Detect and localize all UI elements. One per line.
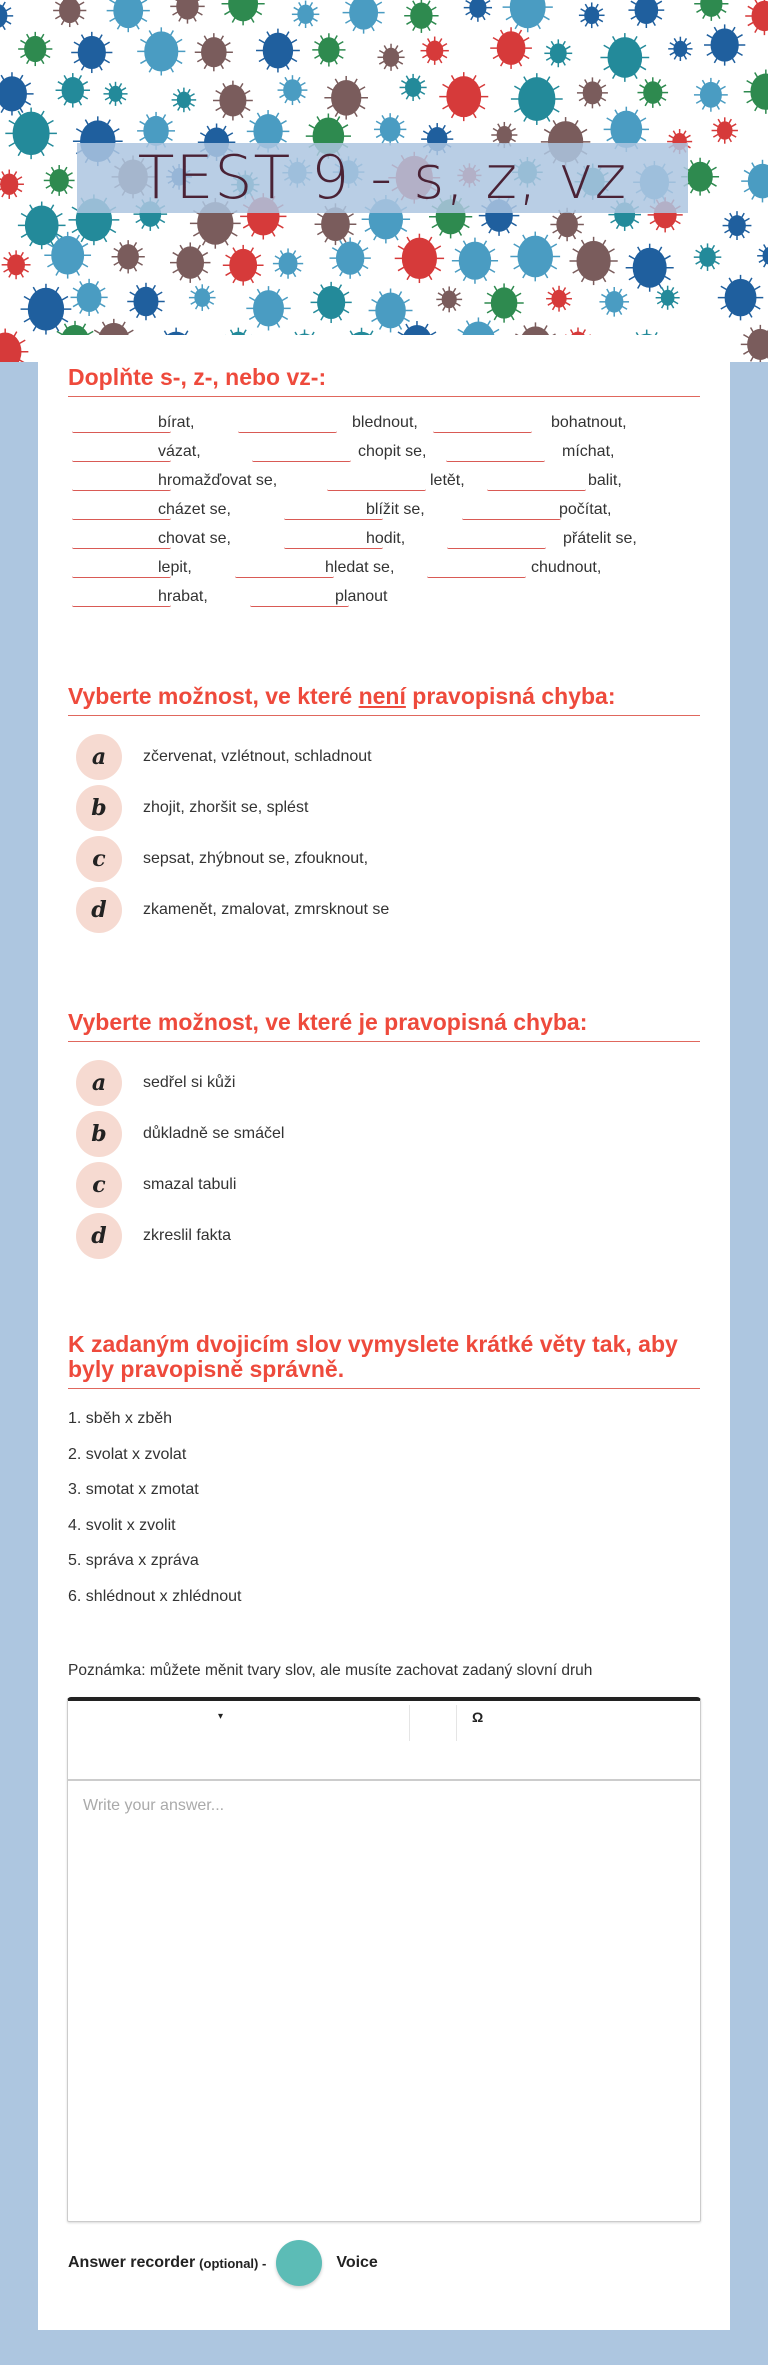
blank-input[interactable]: [447, 547, 546, 549]
virus-icon: [71, 279, 108, 316]
recorder-optional: (optional) -: [199, 2255, 267, 2271]
virus-icon: [107, 0, 150, 32]
option-a[interactable]: [76, 734, 372, 780]
section1-heading: Doplňte s-, z-, nebo vz-:: [68, 365, 700, 397]
answer-textarea[interactable]: [68, 1781, 700, 2217]
virus-icon: [668, 37, 692, 61]
editor-toolbar: [68, 1701, 700, 1781]
virus-icon: [484, 283, 523, 322]
virus-icon: [511, 73, 563, 125]
option-d[interactable]: [76, 887, 389, 933]
virus-icon: [213, 81, 253, 121]
word-pair-item: 5. správa x zpráva: [68, 1552, 199, 1569]
word-pair-item: 1. sběh x zběh: [68, 1410, 173, 1427]
virus-icon: [273, 248, 303, 278]
virus-icon: [374, 113, 406, 145]
word-text: chovat se,: [158, 530, 231, 547]
option-letter-badge: a: [76, 1060, 122, 1106]
answer-recorder: [68, 2240, 378, 2286]
word-pair-item: 4. svolit x zvolit: [68, 1516, 176, 1534]
answer-editor: [67, 1697, 701, 2222]
virus-icon: [510, 232, 560, 282]
virus-icon: [56, 73, 90, 107]
option-text: zčervenat, vzlétnout, schladnout: [143, 748, 372, 765]
word-text: bírat,: [158, 414, 195, 431]
toolbar-divider: [456, 1705, 457, 1741]
virus-icon: [170, 242, 210, 282]
option-text: smazal tabuli: [143, 1176, 237, 1193]
word-text: hromažďovat se,: [158, 472, 278, 489]
virus-icon: [2, 250, 31, 279]
virus-icon: [694, 78, 728, 112]
virus-icon: [694, 0, 728, 21]
virus-icon: [377, 44, 404, 71]
blank-input[interactable]: [72, 431, 171, 433]
option-text: sedřel si kůži: [143, 1074, 236, 1091]
option-d[interactable]: [76, 1213, 231, 1259]
virus-icon: [757, 243, 768, 269]
virus-icon: [464, 0, 492, 22]
option-letter-badge: d: [76, 887, 122, 933]
virus-icon: [400, 74, 427, 101]
word-pair-item: 2. svolat x zvolat: [68, 1445, 187, 1463]
blank-input[interactable]: [72, 605, 171, 607]
word-text: blížit se,: [366, 501, 425, 518]
blank-input[interactable]: [72, 518, 171, 520]
virus-icon: [189, 284, 216, 311]
format-dropdown-icon[interactable]: ▾: [218, 1711, 224, 1722]
option-letter-badge: c: [76, 836, 122, 882]
virus-icon: [21, 284, 72, 335]
blank-input[interactable]: [487, 489, 586, 491]
virus-icon: [404, 0, 438, 33]
virus-icon: [628, 0, 664, 28]
virus-icon: [452, 238, 498, 284]
word-text: míchat,: [562, 443, 615, 460]
word-text: blednout,: [352, 414, 418, 431]
virus-icon: [246, 286, 290, 330]
word-text: balit,: [588, 472, 622, 489]
virus-icon: [0, 0, 13, 32]
page-title: TEST 9 - s, z, vz: [137, 143, 628, 213]
virus-icon: [577, 77, 608, 108]
option-letter-badge: a: [76, 734, 122, 780]
virus-icon: [626, 244, 674, 292]
virus-icon: [172, 88, 197, 113]
blank-input[interactable]: [72, 489, 171, 491]
word-pair-item: 3. smotat x zmotat: [68, 1481, 199, 1498]
special-character-icon[interactable]: Ω: [472, 1709, 484, 1725]
virus-icon: [0, 329, 28, 362]
worksheet-card: [38, 335, 730, 2330]
option-text: důkladně se smáčel: [143, 1125, 285, 1142]
virus-icon: [694, 243, 722, 271]
blank-input[interactable]: [72, 576, 171, 578]
virus-icon: [579, 2, 605, 28]
section4-heading: K zadaným dvojicím slov vymyslete krátké věty tak, aby byly pravopisně správně.: [68, 1332, 700, 1389]
virus-icon: [256, 29, 300, 73]
option-text: zhojit, zhoršit se, splést: [143, 799, 309, 816]
virus-icon: [170, 0, 204, 24]
word-text: hrabat,: [158, 588, 208, 605]
virus-icon: [704, 24, 745, 65]
option-b[interactable]: [76, 1111, 284, 1157]
word-text: počítat,: [559, 501, 612, 518]
virus-icon: [311, 282, 352, 323]
word-text: lepit,: [158, 559, 192, 576]
header-banner: [0, 0, 768, 362]
virus-icon: [71, 32, 112, 73]
virus-icon: [723, 211, 752, 240]
word-text: hodit,: [366, 530, 406, 547]
virus-icon: [436, 286, 462, 312]
section3-heading: Vyberte možnost, ve které je pravopisná chyba:: [68, 1010, 700, 1042]
word-text: vázat,: [158, 443, 201, 460]
virus-icon: [5, 108, 57, 160]
option-text: sepsat, zhýbnout se, zfouknout,: [143, 850, 369, 867]
virus-icon: [53, 0, 86, 27]
option-b[interactable]: [76, 785, 308, 831]
option-letter-badge: b: [76, 1111, 122, 1157]
virus-icon: [656, 286, 680, 310]
virus-icon: [127, 283, 164, 320]
virus-icon: [741, 325, 768, 362]
virus-icon: [638, 77, 669, 108]
virus-icon: [744, 70, 768, 114]
toolbar-divider: [409, 1705, 410, 1741]
word-pair-item: 6. shlédnout x zhlédnout: [68, 1587, 242, 1605]
virus-icon: [44, 165, 75, 196]
virus-icon: [103, 82, 127, 106]
blank-input[interactable]: [235, 576, 334, 578]
virus-icon: [503, 0, 553, 32]
title-banner: [77, 143, 688, 213]
virus-icon: [18, 32, 52, 66]
blank-input[interactable]: [433, 431, 532, 433]
word-text: hledat se,: [325, 559, 395, 576]
section2-heading: Vyberte možnost, ve které není pravopisná chyba:: [68, 684, 700, 716]
word-text: chudnout,: [531, 559, 602, 576]
blank-input[interactable]: [252, 460, 351, 462]
virus-icon: [718, 275, 764, 321]
virus-icon: [600, 33, 649, 82]
option-text: zkreslil fakta: [143, 1227, 232, 1244]
virus-icon: [112, 240, 145, 273]
word-text: přátelit se,: [563, 530, 637, 547]
blank-input[interactable]: [238, 431, 337, 433]
blank-input[interactable]: [72, 547, 171, 549]
virus-icon: [223, 245, 264, 286]
recorder-label: Answer recorder: [68, 2254, 196, 2271]
virus-icon: [195, 33, 233, 71]
virus-icon: [439, 72, 488, 121]
blank-input[interactable]: [446, 460, 545, 462]
virus-icon: [745, 0, 768, 35]
option-c[interactable]: [76, 836, 368, 882]
word-text: bohatnout,: [551, 414, 627, 431]
virus-icon: [0, 170, 24, 199]
virus-icon: [137, 27, 185, 75]
word-text: planout: [335, 588, 388, 605]
option-c[interactable]: [76, 1162, 236, 1208]
option-letter-badge: b: [76, 785, 122, 831]
virus-icon: [599, 287, 629, 317]
virus-icon: [569, 237, 617, 285]
virus-icon: [395, 234, 444, 283]
note-text: Poznámka: můžete měnit tvary slov, ale musíte zachovat zadaný slovní druh: [68, 1662, 593, 1679]
option-a[interactable]: [76, 1060, 235, 1106]
word-text: cházet se,: [158, 501, 231, 518]
blank-input[interactable]: [72, 460, 171, 462]
virus-icon: [292, 1, 319, 28]
virus-icon: [0, 72, 34, 115]
virus-icon: [343, 0, 385, 34]
voice-label: Voice: [336, 2254, 378, 2271]
virus-icon: [369, 289, 413, 333]
option-letter-badge: c: [76, 1162, 122, 1208]
record-voice-button[interactable]: [276, 2240, 322, 2286]
blank-input[interactable]: [427, 576, 526, 578]
virus-icon: [490, 27, 532, 69]
virus-icon: [741, 160, 768, 203]
virus-icon: [278, 75, 308, 105]
virus-icon: [222, 0, 265, 25]
blank-input[interactable]: [327, 489, 426, 491]
virus-icon: [546, 286, 572, 312]
option-letter-badge: d: [76, 1213, 122, 1259]
blank-input[interactable]: [462, 518, 561, 520]
word-text: letět,: [430, 472, 465, 489]
option-text: zkamenět, zmalovat, zmrsknout se: [143, 901, 390, 918]
virus-icon: [324, 76, 368, 120]
virus-icon: [312, 33, 345, 66]
word-text: chopit se,: [358, 443, 427, 460]
virus-icon: [421, 37, 449, 65]
virus-icon: [544, 39, 572, 67]
virus-icon: [712, 117, 738, 143]
